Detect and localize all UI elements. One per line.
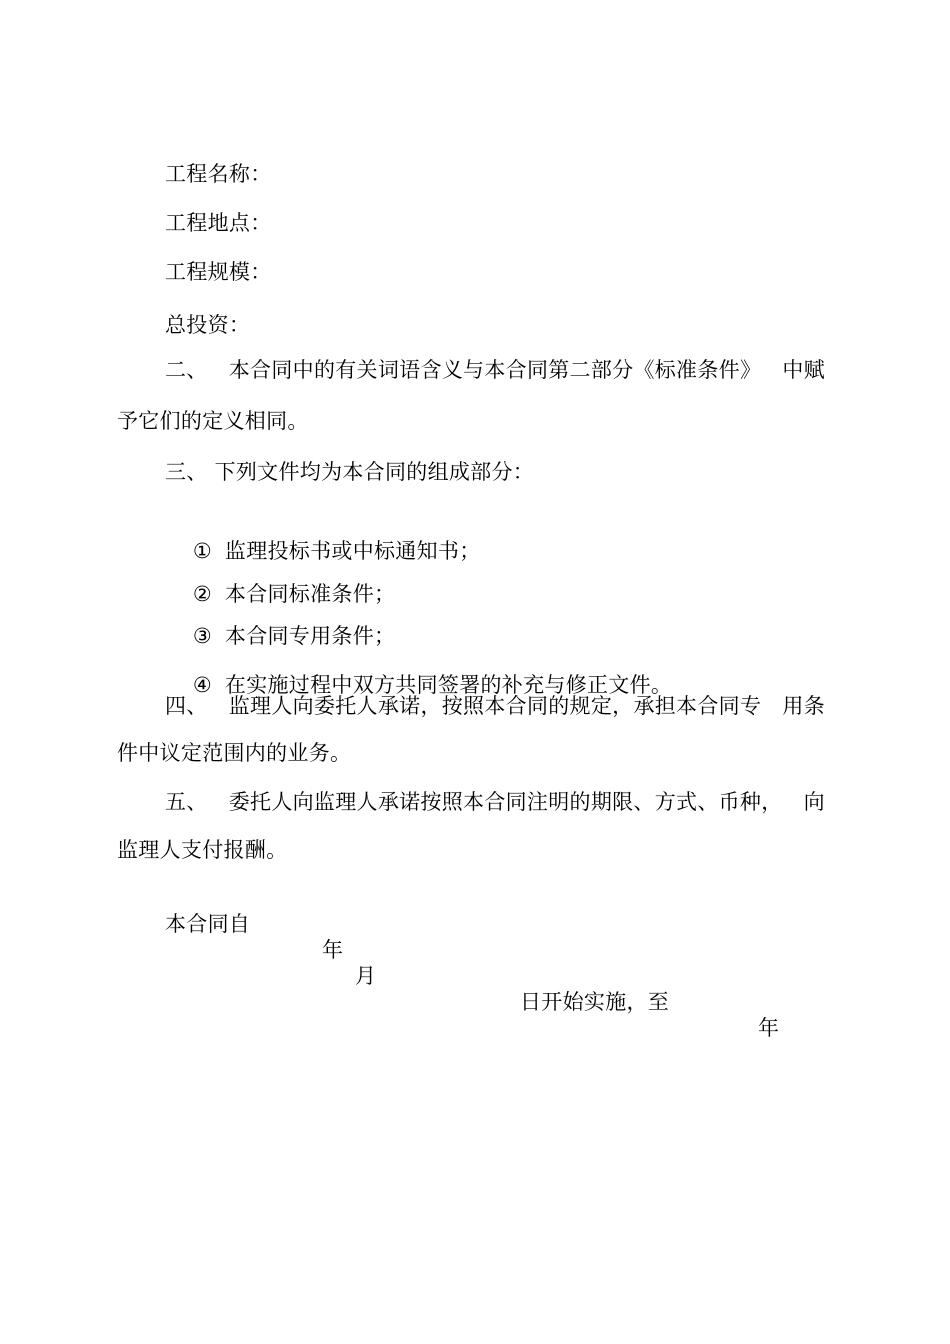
list-marker: ③	[192, 624, 213, 648]
project-location-label: 工程地点：	[165, 211, 272, 235]
clause-2-line-1	[165, 357, 825, 383]
clause-2-line-2: 予它们的定义相同。	[117, 409, 309, 433]
clause-5-number: 五、	[165, 790, 208, 814]
total-investment-label: 总投资：	[165, 313, 251, 337]
term-start-year: 年	[322, 938, 344, 962]
clause-4-number: 四、	[165, 694, 208, 718]
clause-2-number: 二、	[165, 358, 208, 382]
clause-5-text-main: 委托人向监理人承诺按照本合同注明的期限、方式、币种，	[228, 790, 783, 814]
list-item-text: 本合同专用条件；	[224, 624, 396, 648]
term-prefix: 本合同自	[165, 912, 251, 936]
clause-5-line-1	[165, 789, 825, 815]
clause-4-line-2: 件中议定范围内的业务。	[117, 741, 352, 765]
term-start-day-text: 日开始实施，至	[520, 990, 670, 1014]
list-item-text: 监理投标书或中标通知书；	[224, 539, 481, 563]
project-name-label: 工程名称：	[165, 162, 272, 186]
clause-4-text-end: 用条	[782, 694, 825, 718]
list-marker: ④	[192, 673, 213, 697]
project-scale-label: 工程规模：	[165, 260, 272, 284]
clause-4-line-1	[165, 693, 825, 719]
list-marker: ②	[192, 582, 213, 606]
clause-5-line-2: 监理人支付报酬。	[117, 838, 288, 862]
clause-4-text-main: 监理人向委托人承诺，按照本合同的规定，承担本合同专	[228, 694, 762, 718]
clause-2-text-end: 中赋	[782, 358, 825, 382]
list-marker: ①	[192, 539, 213, 563]
clause-5-text-end: 向	[803, 790, 825, 814]
clause-2-text-main: 本合同中的有关词语含义与本合同第二部分《标准条件》	[228, 358, 762, 382]
clause-3-heading: 三、 下列文件均为本合同的组成部分：	[165, 460, 535, 484]
list-item-text: 在实施过程中双方共同签署的补充与修正文件。	[224, 673, 673, 697]
term-start-month: 月	[355, 964, 377, 988]
list-item-text: 本合同标准条件；	[224, 582, 396, 606]
term-end-year: 年	[758, 1016, 780, 1040]
contract-term-line	[0, 885, 950, 1040]
